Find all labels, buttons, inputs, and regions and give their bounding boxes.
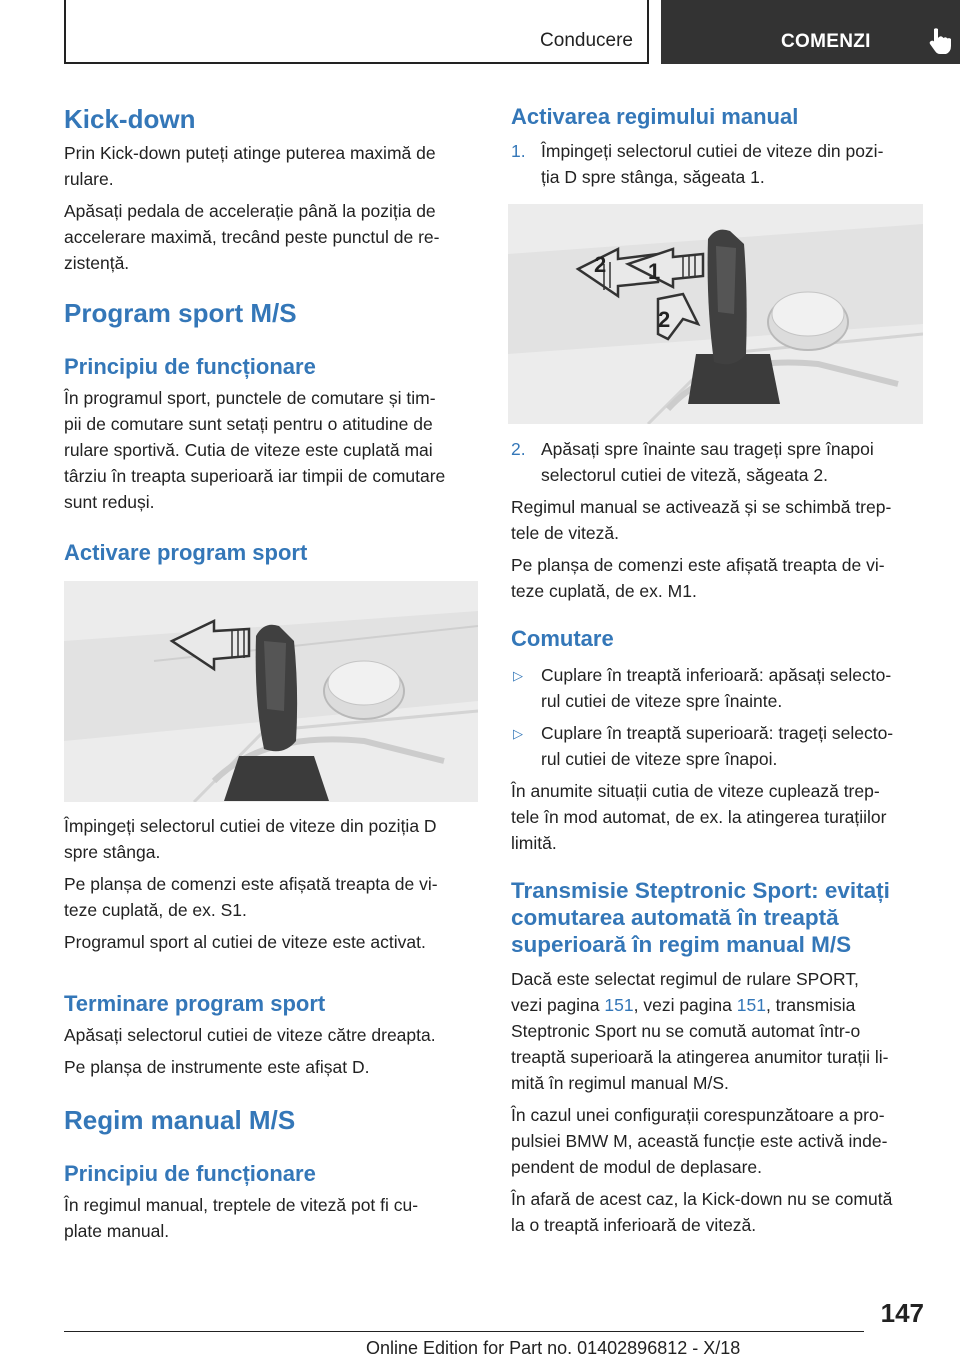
manual-p2-line2: teze cuplată, de ex. M1. bbox=[511, 581, 697, 601]
activate-p1-line2: spre stânga. bbox=[64, 842, 161, 862]
gear-selector-illustration-manual bbox=[508, 204, 923, 424]
heading-sport-program: Program sport M/S bbox=[64, 298, 297, 328]
st-p3-line1: În afară de acest caz, la Kick-down nu se comută bbox=[511, 1189, 893, 1209]
page-number: 147 bbox=[880, 1298, 924, 1328]
step2-line1: Apăsați spre înainte sau trageți spre înapoi bbox=[541, 439, 874, 459]
triangle-right-icon: ▷ bbox=[513, 726, 523, 741]
end-p2: Pe planșa de instrumente este afișat D. bbox=[64, 1057, 370, 1077]
bullet1-line2: rul cutiei de viteze spre înainte. bbox=[541, 691, 783, 711]
arrow-label-1: 1 bbox=[648, 259, 661, 284]
triangle-right-icon: ▷ bbox=[513, 668, 523, 683]
manual-principle-line1: În regimul manual, treptele de viteză pot fi cu- bbox=[64, 1195, 419, 1215]
manual-principle-line2: plate manual. bbox=[64, 1221, 170, 1241]
heading-steptronic-line1: Transmisie Steptronic Sport: evitați bbox=[511, 878, 890, 903]
st-p2-line2: pulsiei BMW M, această funcție este activă inde- bbox=[511, 1131, 888, 1151]
principle-line5: sunt reduși. bbox=[64, 492, 155, 512]
header-chapter-title: COMENZI bbox=[781, 31, 871, 52]
st-p1-text-b: , vezi pagina bbox=[633, 995, 737, 1015]
principle-line1: În programul sport, punctele de comutare și tim- bbox=[64, 388, 436, 408]
kickdown-p2-line3: zistență. bbox=[64, 253, 130, 273]
manual-p1-line2: tele de viteză. bbox=[511, 523, 619, 543]
header-section-box bbox=[64, 0, 649, 64]
step2-line2: selectorul cutiei de viteză, săgeata 2. bbox=[541, 465, 828, 485]
step1-line2: ția D spre stânga, săgeata 1. bbox=[541, 167, 765, 187]
heading-kickdown: Kick-down bbox=[64, 104, 196, 134]
kickdown-p1-line2: rulare. bbox=[64, 169, 114, 189]
st-p2-line1: În cazul unei configurații corespunzătoare a pro- bbox=[511, 1105, 885, 1125]
heading-switching: Comutare bbox=[511, 626, 614, 651]
arrow-label-2-bottom: 2 bbox=[658, 307, 671, 332]
principle-line2: pii de comutare sunt setați pentru o atitudine de bbox=[64, 414, 433, 434]
heading-activate-sport: Activare program sport bbox=[64, 540, 308, 565]
switch-p-line3: limită. bbox=[511, 833, 557, 853]
st-p1-line2 bbox=[511, 992, 855, 1019]
st-p1-line1: Dacă este selectat regimul de rulare SPORT, bbox=[511, 969, 859, 989]
header-chapter-box bbox=[661, 0, 960, 64]
heading-activate-manual: Activarea regimului manual bbox=[511, 104, 799, 129]
kickdown-p2-line1: Apăsați pedala de accelerație până la poziția de bbox=[64, 201, 436, 221]
st-p1-line4: treaptă superioară la atingerea anumitor turații li- bbox=[511, 1047, 889, 1067]
st-p1-line5: mită în regimul manual M/S. bbox=[511, 1073, 729, 1093]
heading-steptronic-line2: comutarea automată în treaptă bbox=[511, 905, 839, 930]
step2-number: 2. bbox=[511, 439, 526, 459]
kickdown-p2-line2: accelerare maximă, trecând peste punctul de re- bbox=[64, 227, 440, 247]
activate-p3: Programul sport al cutiei de viteze este activat. bbox=[64, 932, 426, 952]
principle-line4: târziu în treapta superioară iar timpii de comutare bbox=[64, 466, 446, 486]
header-section-title: Conducere bbox=[540, 30, 633, 51]
end-p1: Apăsați selectorul cutiei de viteze către dreapta. bbox=[64, 1025, 436, 1045]
activate-p2-line1: Pe planșa de comenzi este afișată treapta de vi- bbox=[64, 874, 438, 894]
heading-principle-sport: Principiu de funcționare bbox=[64, 354, 316, 379]
activate-p1-line1: Împingeți selectorul cutiei de viteze din poziția D bbox=[64, 816, 437, 836]
switch-p-line2: tele în mod automat, de ex. la atingerea turațiilor bbox=[511, 807, 887, 827]
heading-steptronic-line3: superioară în regim manual M/S bbox=[511, 932, 852, 957]
activate-p2-line2: teze cuplată, de ex. S1. bbox=[64, 900, 247, 920]
st-p3-line2: la o treaptă inferioară de viteză. bbox=[511, 1215, 757, 1235]
switch-p-line1: În anumite situații cutia de viteze cuplează trep- bbox=[511, 781, 880, 801]
footer-divider bbox=[64, 1331, 864, 1332]
footer-edition-text: Online Edition for Part no. 01402896812 - X/18 bbox=[366, 1338, 741, 1358]
hand-pointer-icon bbox=[925, 26, 955, 56]
step1-number: 1. bbox=[511, 141, 526, 161]
st-p1-text-c: , transmisia bbox=[765, 995, 856, 1015]
bullet1-line1: Cuplare în treaptă inferioară: apăsați selecto- bbox=[541, 665, 892, 685]
page-link-151-a[interactable]: 151 bbox=[604, 995, 634, 1015]
st-p1-line3: Steptronic Sport nu se comută automat într-o bbox=[511, 1021, 861, 1041]
kickdown-p1-line1: Prin Kick-down puteți atinge puterea maximă de bbox=[64, 143, 436, 163]
principle-line3: rulare sportivă. Cutia de viteze este cuplată mai bbox=[64, 440, 433, 460]
page-link-151-b[interactable]: 151 bbox=[736, 995, 766, 1015]
bullet2-line1: Cuplare în treaptă superioară: trageți selecto- bbox=[541, 723, 894, 743]
manual-p1-line1: Regimul manual se activează și se schimbă trep- bbox=[511, 497, 892, 517]
st-p1-text-a: vezi pagina bbox=[511, 995, 605, 1015]
heading-end-sport: Terminare program sport bbox=[64, 991, 326, 1016]
gear-selector-illustration-sport bbox=[64, 581, 478, 802]
st-p2-line3: pendent de modul de deplasare. bbox=[511, 1157, 763, 1177]
bullet2-line2: rul cutiei de viteze spre înapoi. bbox=[541, 749, 778, 769]
step1-line1: Împingeți selectorul cutiei de viteze din pozi- bbox=[541, 141, 884, 161]
arrow-label-2-top: 2 bbox=[594, 252, 607, 277]
heading-principle-manual: Principiu de funcționare bbox=[64, 1161, 316, 1186]
heading-manual-mode: Regim manual M/S bbox=[64, 1105, 296, 1135]
manual-p2-line1: Pe planșa de comenzi este afișată treapta de vi- bbox=[511, 555, 885, 575]
